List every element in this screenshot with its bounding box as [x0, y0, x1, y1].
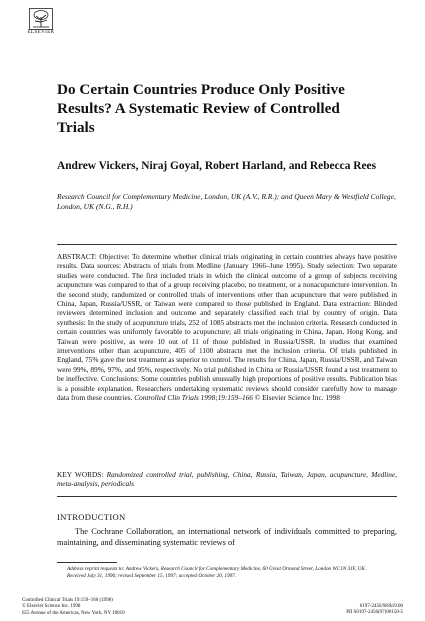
keywords — [57, 470, 397, 489]
footer-issn: 0197-2456/98/$19.00 — [359, 604, 403, 609]
author-affiliation: Research Council for Complementary Medicine, London, UK (A.V., R.R.); and Queen Mary & Westfield College, London, UK (N.G., R.H.) — [57, 192, 396, 211]
footer-address: 655 Avenue of the Americas, New York, NY 10010 — [22, 610, 125, 616]
abstract-copyright: © Elsevier Science Inc. 1998 — [254, 393, 340, 403]
abstract-text: Objective: To determine whether clinical trials originating in certain countries always have positive results. Data sources: Abstracts of trials from Medline (January 1966–June 1995). Study selection: Two separate studies were conducted. The first included trials in which the clinical outcome of a group of subjects receiving acupuncture was compared to that of a group receiving placebo, no treatment, or a nonacupuncture intervention. In the second study, randomized or controlled trials of interventions other than acupuncture that were published in China, Japan, Russia/USSR, or Taiwan were compared to those published in England. Data extraction: Blinded reviewers determined inclusion and outcome and separately classified each trial by country of origin. Data synthesis: In the study of acupuncture trials, 252 of 1085 abstracts met the inclusion criteria. Research conducted in certain countries was uniformly favorable to acupuncture; all trials originating in China, Japan, Hong Kong, and Taiwan were positive, as were 10 out of 11 of those published in Russia/USSR. In studies that examined interventions other than acupuncture, 405 of 1100 abstracts met the inclusion criteria. Of trials published in England, 75% gave the test treatment as superior to control. The results for China, Japan, Russia/USSR, and Taiwan were 99%, 89%, 97%, and 95%, respectively. No trial published in China or Russia/USSR found a test treatment to be ineffective. Conclusions: Some countries publish unusually high proportions of positive results. Publication bias is a possible explanation. Researchers undertaking systematic reviews should consider carefully how to manage data from these countries. — [57, 252, 398, 403]
footer-pii: PII S0197-2456(97)00150-5 — [346, 610, 403, 616]
introduction-paragraph: The Cochrane Collaboration, an international network of individuals committed to preparing, maintaining, and disseminating systematic reviews of — [57, 527, 397, 547]
footer-journal: Controlled Clinical Trials 19:159–166 (1998) — [22, 598, 113, 603]
footnote-dates: Received July 31, 1996; revised September 15, 1997; accepted October 20, 1997. — [67, 572, 237, 579]
article-title: Do Certain Countries Produce Only Positive Results? A Systematic Review of Controlled Trials — [57, 81, 345, 136]
footnote-rule — [57, 562, 117, 563]
publisher-name: ELSEVIER — [27, 30, 55, 35]
footer-identifiers — [253, 604, 403, 617]
footnote — [57, 566, 397, 579]
author-list: Andrew Vickers, Niraj Goyal, Robert Harland, and Rebecca Rees — [57, 160, 377, 172]
keywords-label: KEY WORDS: — [57, 470, 104, 479]
footnote-address: Address reprint requests to: Andrew Vickers, Research Council for Complementary Medicine, 60 Great Ormond Street, London WC1N 3JF, UK. — [67, 566, 367, 572]
elsevier-tree-icon — [29, 8, 53, 30]
footer-copyright: © Elsevier Science Inc. 1998 — [22, 604, 81, 610]
keywords-text: Randomized controlled trial, publishing, China, Russia, Taiwan, Japan, acupuncture, Medline, meta-analysis, periodicals — [57, 470, 397, 489]
abstract-top-rule — [57, 244, 397, 245]
section-heading-introduction: INTRODUCTION — [57, 512, 126, 522]
abstract-bottom-rule — [57, 496, 397, 497]
abstract — [57, 252, 397, 403]
publisher-logo — [26, 8, 56, 35]
abstract-label: ABSTRACT: — [57, 252, 97, 261]
abstract-citation: Controlled Clin Trials 1998;19:159–166 — [134, 393, 253, 403]
footer-journal-info — [22, 598, 242, 617]
